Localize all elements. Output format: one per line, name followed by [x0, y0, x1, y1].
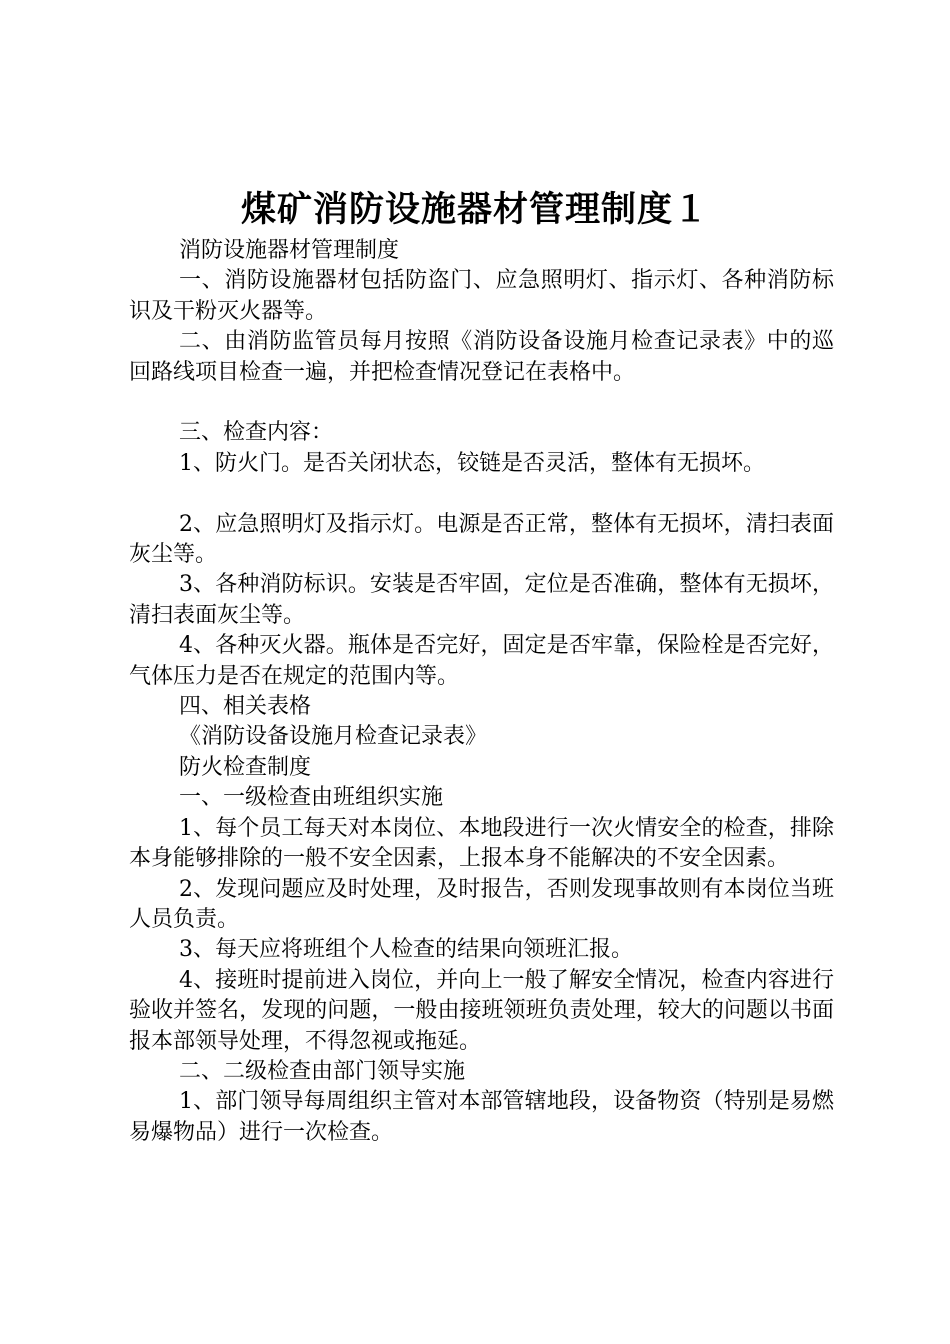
- section-heading: 消防设施器材管理制度: [179, 238, 400, 263]
- section-heading: 防火检查制度: [179, 754, 312, 780]
- paragraph: 4、接班时提前进入岗位，并向上一般了解安全情况，检查内容进行验收并签名，发现的问题，一般由接班领班负责处理，较大的问题以书面报本部领导处理，不得忽视或拖延。: [129, 967, 834, 1054]
- blank-line: [129, 479, 834, 509]
- paragraph: 3、每天应将班组个人检查的结果向领班汇报。: [179, 937, 633, 963]
- paragraph: 1、每个员工每天对本岗位、本地段进行一次火情安全的检查，排除本身能够排除的一般不安全因素，上报本身不能解决的不安全因素。: [129, 815, 834, 872]
- paragraph: 2、发现问题应及时处理，及时报告，否则发现事故则有本岗位当班人员负责。: [129, 876, 834, 932]
- document-body: [129, 236, 834, 1148]
- paragraph: 一、消防设施器材包括防盗门、应急照明灯、指示灯、各种消防标识及干粉灭火器等。: [129, 268, 834, 324]
- paragraph: 1、部门领导每周组织主管对本部管辖地段，设备物资（特别是易燃易爆物品）进行一次检查。: [129, 1089, 834, 1145]
- paragraph: 3、各种消防标识。安装是否牢固，定位是否准确，整体有无损坏，清扫表面灰尘等。: [129, 572, 834, 628]
- document-title: 煤矿消防设施器材管理制度１: [240, 189, 709, 230]
- paragraph: 1、防火门。是否关闭状态，铰链是否灵活，整体有无损坏。: [179, 450, 765, 476]
- paragraph: 《消防设备设施月检查记录表》: [179, 724, 488, 750]
- paragraph: 四、相关表格: [179, 694, 312, 720]
- paragraph: 二、由消防监管员每月按照《消防设备设施月检查记录表》中的巡回路线项目检查一遍，并把检查情况登记在表格中。: [129, 329, 834, 385]
- blank-line: [129, 388, 834, 418]
- paragraph: 一、一级检查由班组织实施: [179, 785, 444, 811]
- paragraph: 三、检查内容：: [179, 420, 334, 446]
- paragraph: 4、各种灭火器。瓶体是否完好，固定是否牢靠，保险栓是否完好，气体压力是否在规定的范围内等。: [129, 633, 834, 689]
- paragraph: 2、应急照明灯及指示灯。电源是否正常，整体有无损坏，清扫表面灰尘等。: [129, 511, 834, 568]
- paragraph: 二、二级检查由部门领导实施: [179, 1058, 466, 1084]
